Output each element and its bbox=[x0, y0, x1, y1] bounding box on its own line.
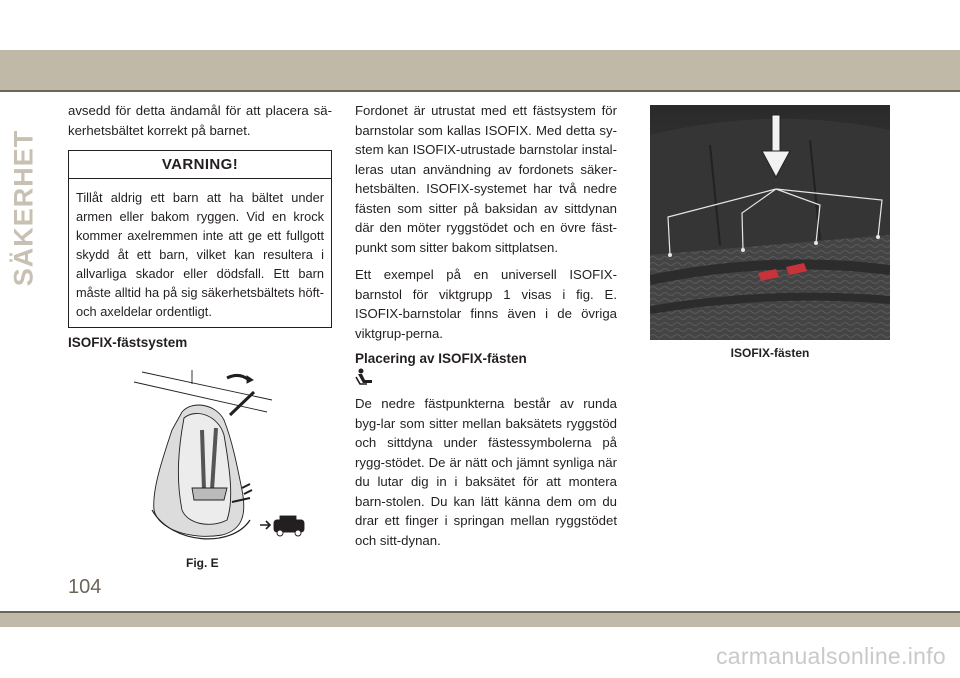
top-tether bbox=[230, 392, 254, 415]
isofix-arrows bbox=[242, 484, 252, 494]
header-rule bbox=[0, 90, 960, 92]
warning-body: Tillåt aldrig ett barn att ha bältet under armen eller bakom ryggen. Vid en krock kommer axelremmen inte att ge ett fullgott skydd åt ett barn, vilket kan resultera i allvarliga skador eller dödsfall. Ett barn måste alltid ha på sig säkerhetsbältets höft- och axeldelar ordentligt. bbox=[76, 190, 324, 319]
direction-arrow bbox=[260, 521, 270, 529]
top-arrow-head bbox=[247, 376, 253, 383]
isofix-anchors-photo bbox=[650, 105, 890, 340]
isofix-system-heading: ISOFIX-fästsystem bbox=[68, 335, 188, 350]
tether-guide-line-2 bbox=[142, 372, 272, 400]
seat-backrest bbox=[650, 119, 890, 255]
rear-seat-graphic bbox=[650, 105, 890, 340]
header-band bbox=[0, 50, 960, 90]
column-middle bbox=[355, 101, 617, 558]
car-pictogram-wheel-2 bbox=[295, 530, 301, 536]
top-arrow bbox=[227, 375, 249, 380]
isofix-paragraph-2: Ett exempel på en universell ISOFIX-barnstol för viktgrupp 1 visas i fig. E. ISOFIX-barnstolar finns även i de övriga viktgrup-perna. bbox=[355, 267, 617, 341]
placing-heading: Placering av ISOFIX-fästen bbox=[355, 351, 527, 366]
watermark: carmanualsonline.info bbox=[715, 643, 946, 669]
intro-paragraph: avsedd för detta ändamål för att placera sä-kerhetsbältet korrekt på barnet. bbox=[68, 103, 332, 138]
header-white-band bbox=[0, 0, 960, 50]
warning-title: VARNING! bbox=[69, 151, 331, 179]
footer-band bbox=[0, 613, 960, 627]
child-seat-illustration bbox=[132, 370, 322, 552]
isofix-anchor-icon bbox=[355, 368, 375, 386]
column-left bbox=[68, 101, 332, 328]
car-pictogram-roof bbox=[280, 516, 296, 522]
harness-buckle bbox=[192, 488, 227, 500]
warning-box bbox=[68, 150, 332, 328]
figure-caption: Fig. E bbox=[186, 556, 219, 570]
photo-caption: ISOFIX-fästen bbox=[730, 346, 810, 360]
column-right bbox=[650, 105, 890, 360]
isofix-paragraph-1: Fordonet är utrustat med ett fästsystem för barnstolar som kallas ISOFIX. Med detta sy-stem kan ISOFIX-utrustade barnstolar instal-leras utan användning av fordonets säker-hetsbälten. ISOFIX-systemet har två nedre fästen som sitter på baksidan av sittdynan där den möter ryggstödet och en övre fäst-punkt som sitter bakom sittplatsen. bbox=[355, 103, 617, 255]
isofix-paragraph-3: De nedre fästpunkterna består av runda byg-lar som sitter mellan baksätets ryggstöd och sittdyna under fästessymbolerna på rygg-stödet. De är nätt och jämnt synliga när du lutar dig in i baksätet för att montera barn-stolen. Du kan lätt känna dem om du drar ett finger i springan mellan ryggstödet och sitt-dynan. bbox=[355, 396, 617, 548]
harness-strap bbox=[202, 430, 204, 490]
car-pictogram-wheel bbox=[277, 530, 283, 536]
page-number: 104 bbox=[68, 576, 102, 598]
section-side-title: SÄKERHET bbox=[8, 129, 39, 287]
